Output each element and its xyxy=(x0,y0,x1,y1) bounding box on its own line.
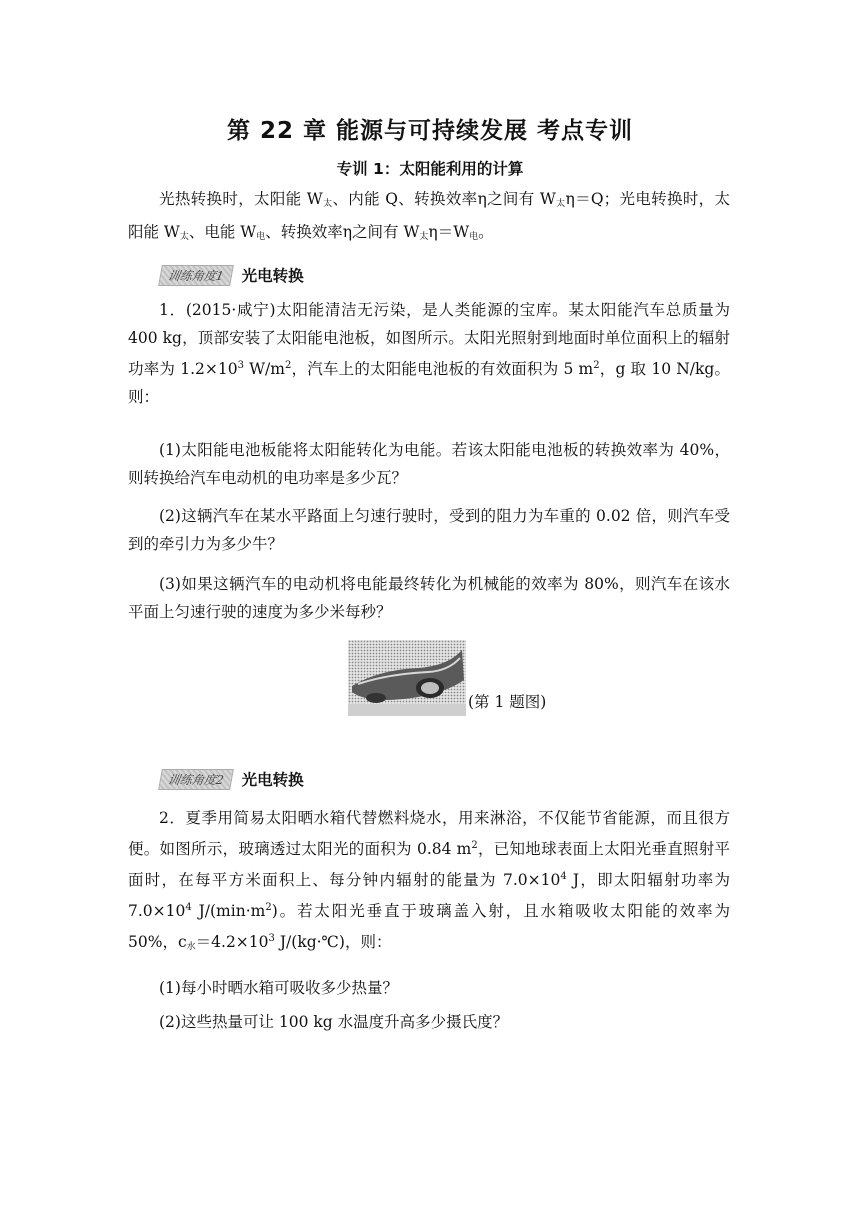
figure-1-caption: (第 1 题图) xyxy=(468,693,547,711)
section-2-label: 光电转换 xyxy=(241,771,304,789)
page-title: 第 22 章 能源与可持续发展 考点专训 xyxy=(226,118,634,144)
question-2-part-1: (1)每小时晒水箱可吸收多少热量？ xyxy=(159,979,398,997)
training-angle-badge: 训练角度2 xyxy=(158,769,233,790)
section-2-heading xyxy=(160,768,304,790)
section-subtitle: 专训 1：太阳能利用的计算 xyxy=(336,160,524,178)
section-1-label: 光电转换 xyxy=(241,267,304,285)
question-2-part-2: (2)这些热量可让 100 kg 水温度升高多少摄氏度？ xyxy=(159,1013,509,1031)
section-1-heading xyxy=(160,264,304,286)
question-1-part-1: (1)太阳能电池板能将太阳能转化为电能。若该太阳能电池板的转换效率为 40%，则转换给汽车电动机的电功率是多少瓦？ xyxy=(128,441,730,487)
question-2-stem: 2．夏季用简易太阳晒水箱代替燃料烧水，用来淋浴，不仅能节省能源，而且很方便。如图所示，玻璃透过太阳光的面积为 0.84 $m^2$，已知地球表面上太阳光垂直照射平面时，在每平方米面积上、每分钟内辐射的能量为 $7.0\times 10^4$ J，即太阳辐射功率为 $7.0\times 10^4$ $J/(\min\cdot m^2)$。若太阳光垂直于玻璃盖入射，且水箱吸收太阳能的效率为 50%，$c_水=4.2\times 10^3$ J/(kg·℃)，则： xyxy=(128,809,730,952)
intro-paragraph: 光热转换时，太阳能 $W_太$、内能 Q、转换效率η之间有 $W_太\eta=Q$；光电转换时，太阳能 $W_太$、电能 $W_电$、转换效率η之间有 $W_太\eta=W_电$。 xyxy=(128,190,731,242)
question-1-part-2: (2)这辆汽车在某水平路面上匀速行驶时，受到的阻力为车重的 0.02 倍，则汽车受到的牵引力为多少牛？ xyxy=(128,507,730,553)
solar-car-image xyxy=(348,640,466,716)
training-angle-badge: 训练角度1 xyxy=(158,265,233,286)
figure-1 xyxy=(348,640,546,716)
question-1-stem: 1．(2015·咸宁)太阳能清洁无污染，是人类能源的宝库。某太阳能汽车总质量为 400 kg，顶部安装了太阳能电池板，如图所示。太阳光照射到地面时单位面积上的辐射功率为 $1.2\times 10^3$ $W/m^2$，汽车上的太阳能电池板的有效面积为 5 $m^2$，g 取 10 N/kg。则： xyxy=(128,301,731,406)
question-1-part-3: (3)如果这辆汽车的电动机将电能最终转化为机械能的效率为 80%，则汽车在该水平面上匀速行驶的速度为多少米每秒？ xyxy=(128,575,730,621)
